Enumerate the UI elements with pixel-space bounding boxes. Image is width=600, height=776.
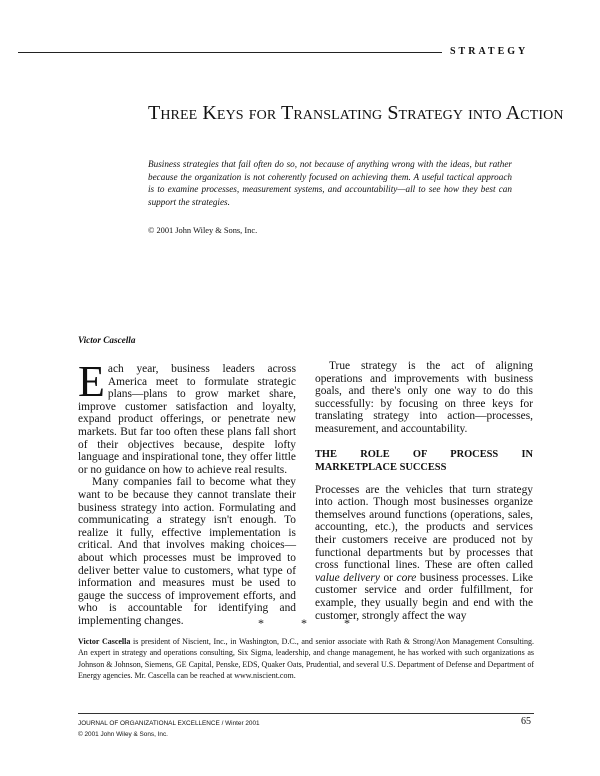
body-column-left	[78, 357, 296, 627]
footer-copyright: © 2001 John Wiley & Sons, Inc.	[78, 731, 168, 738]
body-column-right	[315, 360, 533, 622]
section-separator: * * *	[258, 616, 350, 630]
emphasis-term: value delivery	[315, 571, 380, 584]
bio-text: is president of Niscient, Inc., in Washington, D.C., and senior associate with Rath & Strong/Aon Management Consulting. An expert in strategy and operations consulting, Six Sigma, leadership, and change management, he has worked with such organizations as Johnson & Johnson, Siemens, GE Capital, Penske, EDS, Quaker Oats, Prudential, and several U.S. Department of Defense and Department of Energy agencies. Mr. Cascella can be reached at www.niscient.com.	[78, 637, 535, 681]
paragraph-text: business processes. Like customer service and order fulfillment, for example, they usually begin and end with the customer, strongly affect the way	[315, 571, 533, 622]
article-title: Three Keys for Translating Strategy into Action	[148, 102, 564, 124]
paragraph-text: Processes are the vehicles that turn strategy into action. Though most businesses organize themselves around functions (operations, sales, accounting, etc.), the products and services their customers receive are produced not by functional departments but by processes that cross functional lines. These are often called	[315, 483, 533, 572]
paragraph-text: or	[379, 571, 397, 584]
header-rule	[18, 52, 442, 53]
author-bio	[78, 636, 534, 682]
intro-paragraph	[78, 357, 296, 476]
abstract-copyright: © 2001 John Wiley & Sons, Inc.	[148, 226, 258, 235]
body-paragraph	[315, 484, 533, 623]
footer-rule	[78, 713, 534, 714]
body-paragraph: Many companies fail to become what they want to be because they cannot translate their business strategy into action. Formulating and communicating a strategy isn't enough. To realize it fully, effective implementation is critical. And that involves making choices—about which processes must be improved to deliver better value to customers, what type of information and measures must be used to gauge the success of improvement efforts, and who is accountable for identifying and implementing changes.	[78, 476, 296, 627]
bio-author-name: Victor Cascella	[78, 637, 131, 646]
body-paragraph: True strategy is the act of aligning operations and improvements with business goals, and there's only one way to do this successfully: by focusing on three keys for translating strategy into action—processes, measurement, and accountability.	[315, 360, 533, 435]
footer-citation	[78, 718, 260, 740]
emphasis-term: core	[396, 571, 417, 584]
page-number: 65	[521, 716, 531, 727]
article-abstract: Business strategies that fail often do so, not because of anything wrong with the ideas, but rather because the organization is not coherently focused on achieving them. A useful tactical approach is to examine processes, measurement systems, and accountability—all to see how they best can support the strategies.	[148, 159, 512, 207]
drop-cap: E	[78, 357, 105, 406]
journal-citation: JOURNAL OF ORGANIZATIONAL EXCELLENCE / Winter 2001	[78, 720, 260, 727]
paragraph-text: ach year, business leaders across America meet to formulate strategic plans—plans to grow market share, improve customer satisfaction and loyalty, expand product offerings, or penetrate new markets. But far too often these plans fall short of their objectives because, despite lofty language and inspirational tone, they offer little or no guidance on how to achieve real results.	[78, 363, 296, 476]
section-label: STRATEGY	[450, 46, 529, 57]
section-subheading: THE ROLE OF PROCESS IN MARKETPLACE SUCCESS	[315, 448, 533, 473]
author-name: Victor Cascella	[78, 335, 136, 345]
